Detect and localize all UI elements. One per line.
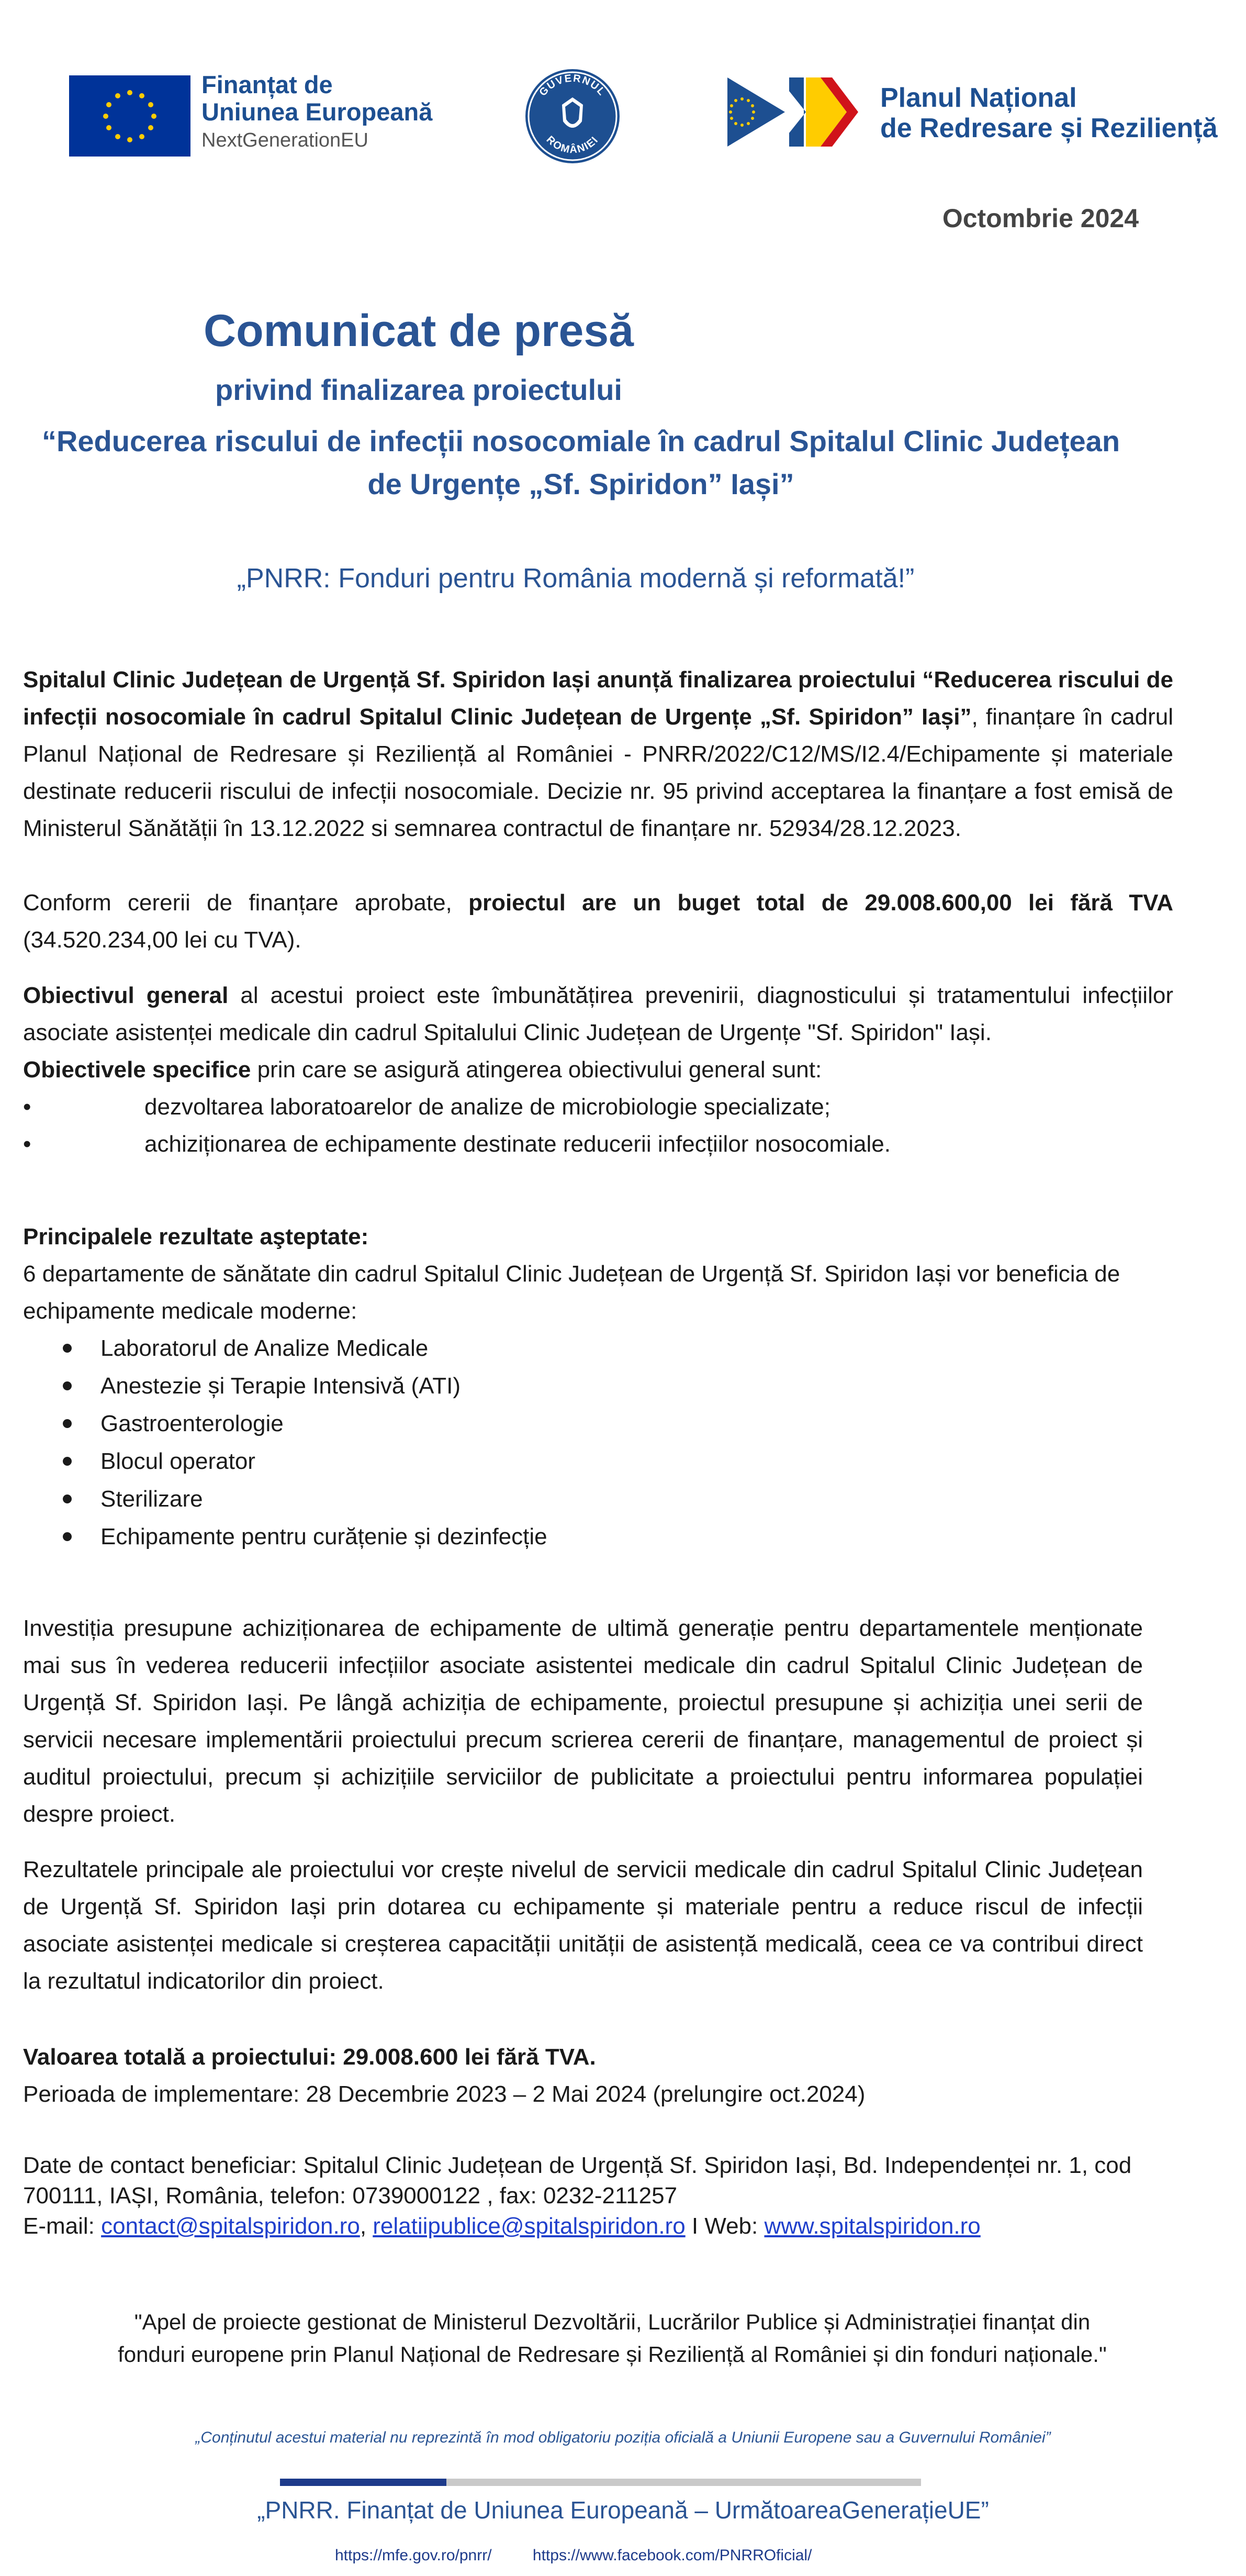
department-list-item: [23, 1367, 1132, 1405]
department-list-item: [23, 1443, 1132, 1480]
email-separator: ,: [360, 2213, 373, 2239]
department-label: Anestezie și Terapie Intensivă (ATI): [100, 1373, 461, 1399]
department-label: Blocul operator: [100, 1448, 255, 1474]
footer-bar-grey: [446, 2479, 921, 2486]
funding-call-statement: [99, 2306, 1125, 2371]
specific-objectives-label: Obiectivele specifice: [23, 1057, 251, 1083]
email-label: E-mail:: [23, 2213, 102, 2239]
footer-bar-blue: [280, 2479, 446, 2486]
eu-line-3: NextGenerationEU: [201, 129, 368, 151]
pnrr-line-1: Planul Național: [880, 83, 1077, 113]
pnrr-logo: [727, 75, 863, 149]
pr-email-link[interactable]: relatiipublice@spitalspiridon.ro: [373, 2213, 686, 2239]
web-label: I Web:: [685, 2213, 765, 2239]
intro-paragraph: [23, 661, 1173, 847]
press-release-title: Comunicat de presă: [204, 306, 634, 356]
contact-section: [23, 2150, 1173, 2242]
contact-email-link[interactable]: contact@spitalspiridon.ro: [101, 2213, 360, 2239]
pnrr-title-text: [880, 83, 1218, 143]
intro-bold: Spitalul Clinic Județean de Urgență Sf. Spiridon Iași anunță finalizarea proiectului “Reducerea riscului de infecții nosocomiale în cadrul Spitalul Clinic Județean de Urgențe „Sf. Spiridon” Iași”: [23, 667, 1173, 730]
budget-paragraph: [23, 884, 1173, 958]
department-list-item: [23, 1480, 1132, 1518]
objective-bullet: • dezvoltarea laboratoarelor de analize de microbiologie specializate;: [23, 1094, 830, 1120]
eu-line-2: Uniunea Europeană: [201, 98, 433, 126]
department-label: Gastroenterologie: [100, 1411, 284, 1436]
government-seal-logo: [523, 67, 622, 165]
project-title: [31, 420, 1130, 506]
department-label: Laboratorul de Analize Medicale: [100, 1335, 429, 1361]
specific-objectives: [23, 1051, 1173, 1088]
results-paragraph: Rezultatele principale ale proiectului vor crește nivelul de servicii medicale din cadrul Spitalul Clinic Județean de Urgență Sf. Spiridon Iași prin dotarea cu echipamente și materiale pentru a reduce riscul de infecții asociate asistenței medicale si creșterea capacității unității de asistență medicală, ceea ce va contribui direct la rezultatul indicatorilor din proiect.: [23, 1857, 1143, 1994]
implementation-period: Perioada de implementare: 28 Decembrie 2023 – 2 Mai 2024 (prelungire oct.2024): [23, 2081, 866, 2107]
department-list-item: [23, 1518, 1132, 1556]
objective-bullet-text: achiziționarea de echipamente destinate reducerii infecțiilor nosocomiale.: [144, 1131, 891, 1157]
budget-rest: (34.520.234,00 lei cu TVA).: [23, 927, 301, 953]
eu-flag-logo: [69, 75, 190, 157]
pnrr-line-2: de Redresare și Reziliență: [880, 113, 1218, 143]
department-list-item: [23, 1405, 1132, 1443]
objective-bullet: • achiziționarea de echipamente destinate reducerii infecțiilor nosocomiale.: [23, 1131, 891, 1157]
objectives-section: [23, 977, 1173, 1163]
intro-rest: , finanțare în cadrul Planul Național de Redresare și Reziliență al României - PNRR/2022/C12/MS/I2.4/Echipamente și materiale destinate reducerii riscului de infecții nosocomiale. Decizie nr. 95 privind acceptarea la finanțare a fost emisă de Ministerul Sănătății în 13.12.2022 si semnarea contractul de finanțare nr. 52934/28.12.2023.: [23, 704, 1173, 841]
budget-text: Conform cererii de finanțare aprobate,: [23, 890, 469, 916]
seal-top-text: GUVERNUL: [537, 72, 608, 98]
general-objective-text: al acestui proiect este îmbunătățirea prevenirii, diagnosticului și tratamentului infecțiilor asociate asistenței medicale din cadrul Spitalului Clinic Județean de Urgențe "Sf. Spiridon" Iași.: [23, 983, 1173, 1045]
department-list-item: [23, 1330, 1132, 1367]
results-section: [23, 1218, 1132, 1556]
eu-funding-text: [201, 71, 474, 153]
general-objective-label: Obiectivul general: [23, 983, 229, 1008]
contact-links: [23, 2211, 1173, 2242]
eu-disclaimer: „Conținutul acestui material nu reprezintă în mod obligatoriu poziția oficială a Uniunii Europene sau a Guvernului României”: [195, 2429, 1051, 2446]
specific-objectives-text: prin care se asigură atingerea obiectivului general sunt:: [251, 1057, 822, 1083]
department-label: Echipamente pentru curățenie și dezinfecție: [100, 1524, 547, 1549]
eu-line-1: Finanțat de: [201, 71, 333, 98]
results-heading: Principalele rezultate aşteptate:: [23, 1224, 369, 1250]
project-title-line-2: de Urgențe „Sf. Spiridon” Iași”: [367, 467, 794, 500]
document-date: Octombrie 2024: [942, 204, 1139, 233]
budget-bold: proiectul are un buget total de 29.008.600,00 lei fără TVA: [468, 890, 1174, 916]
seal-bottom-text: ROMÂNIEI: [544, 133, 601, 156]
results-intro: 6 departamente de sănătate din cadrul Spitalul Clinic Județean de Urgență Sf. Spiridon Iași vor beneficia de echipamente medicale moderne:: [23, 1261, 1120, 1324]
general-objective: [23, 977, 1173, 1051]
project-value-section: [23, 2038, 1173, 2113]
objective-bullet-text: dezvoltarea laboratoarelor de analize de microbiologie specializate;: [144, 1094, 830, 1120]
project-total-value: Valoarea totală a proiectului: 29.008.600 lei fără TVA.: [23, 2044, 596, 2070]
mfe-link[interactable]: https://mfe.gov.ro/pnrr/: [335, 2547, 492, 2564]
investment-paragraph: Investiția presupune achiziționarea de echipamente de ultimă generație pentru departamentele menționate mai sus în vederea reducerii infecțiilor asociate asistentei medicale din cadrul Spitalul Clinic Județean de Urgență Sf. Spiridon Iași. Pe lângă achiziția de echipamente, proiectul presupune și achiziția unei serii de servicii necesare implementării proiectului precum scrierea cererii de finanțare, managementul de proiect și auditul proiectului, precum și achizițiile serviciilor de publicitate a proiectului pentru informarea populației despre proiect.: [23, 1615, 1143, 1827]
website-link[interactable]: www.spitalspiridon.ro: [764, 2213, 981, 2239]
funding-call-line-1: "Apel de proiecte gestionat de Ministerul Dezvoltării, Lucrărilor Publice și Administrației finanțat din: [134, 2310, 1091, 2334]
footer-slogan: „PNRR. Finanțat de Uniunea Europeană – UrmătoareaGenerațieUE”: [257, 2496, 989, 2524]
project-title-line-1: “Reducerea riscului de infecții nosocomiale în cadrul Spitalul Clinic Județean: [41, 425, 1120, 458]
pnrr-slogan: „PNRR: Fonduri pentru România modernă și reformată!”: [237, 563, 915, 594]
contact-details: Date de contact beneficiar: Spitalul Clinic Județean de Urgență Sf. Spiridon Iași, Bd. Independenței nr. 1, cod 700111, IAȘI, România, telefon: 0739000122 , fax: 0232-211257: [23, 2153, 1132, 2209]
funding-call-line-2: fonduri europene prin Planul Național de Redresare și Reziliență al României și din fonduri naționale.": [118, 2342, 1107, 2367]
footer-links: [335, 2547, 848, 2564]
department-label: Sterilizare: [100, 1486, 203, 1512]
press-release-subtitle: privind finalizarea proiectului: [215, 373, 622, 406]
facebook-link[interactable]: https://www.facebook.com/PNRROficial/: [532, 2547, 812, 2564]
